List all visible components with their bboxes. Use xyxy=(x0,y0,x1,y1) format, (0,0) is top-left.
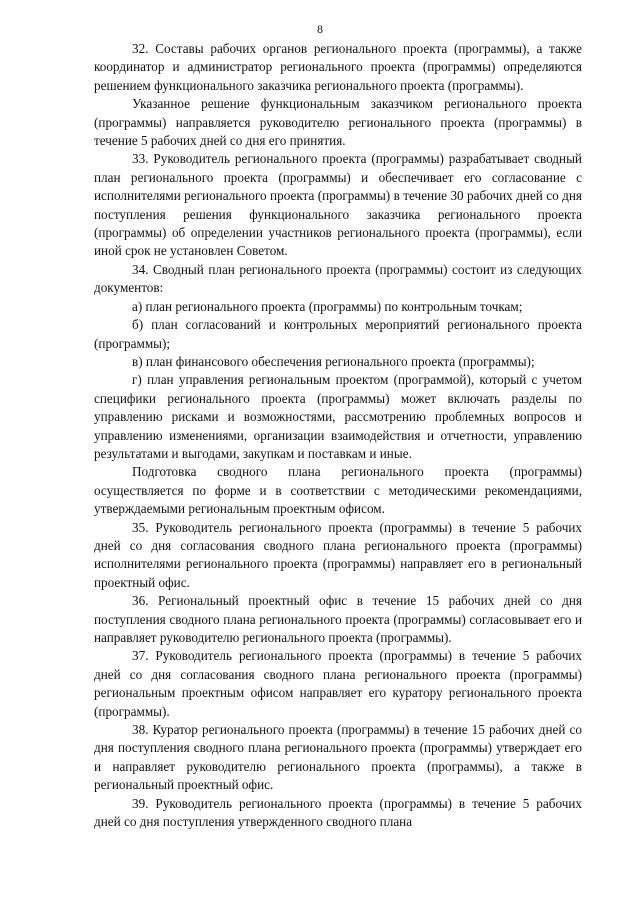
list-item-v: в) план финансового обеспечения регионального проекта (программы); xyxy=(132,353,535,369)
paragraph-37: 37. Руководитель регионального проекта (программы) в течение 5 рабочих дней со дня согласования сводного плана регионального проекта (программы) региональным проектным офисом направляет его куратору регионального проекта (программы). xyxy=(94,648,582,719)
paragraph-38: 38. Куратор регионального проекта (программы) в течение 15 рабочих дней со дня поступления сводного плана регионального проекта (программы) утверждает его и направляет руководителю регионального проекта (программы), а также в региональный проектный офис. xyxy=(94,722,582,793)
list-item-g: г) план управления региональным проектом (программой), который с учетом специфики регионального проекта (программы) может включать разделы по управлению рисками и возможностями, рассмотрению проблемных вопросов и управлению изменениями, организации взаимодействия и отчетности, управлению результатами и выгодами, закупкам и поставкам и иные. xyxy=(94,372,582,461)
document-body xyxy=(94,40,582,831)
paragraph-39: 39. Руководитель регионального проекта (программы) в течение 5 рабочих дней со дня поступления утвержденного сводного плана xyxy=(94,795,582,830)
paragraph-34-preparation: Подготовка сводного плана регионального проекта (программы) осуществляется по форме и в соответствии с методическими рекомендациями, утверждаемыми региональным проектным офисом. xyxy=(94,464,582,517)
list-item-a: а) план регионального проекта (программы) по контрольным точкам; xyxy=(132,298,523,314)
paragraph-36: 36. Региональный проектный офис в течение 15 рабочих дней со дня поступления сводного плана регионального проекта (программы) согласовывает его и направляет руководителю регионального проекта (программы). xyxy=(94,593,582,645)
paragraph-32-decision: Указанное решение функциональным заказчиком регионального проекта (программы) направляется руководителю регионального проекта (программы) в течение 5 рабочих дней со дня его принятия. xyxy=(94,96,582,149)
page-number: 8 xyxy=(317,22,323,36)
paragraph-33: 33. Руководитель регионального проекта (программы) разрабатывает сводный план регионального проекта (программы) и обеспечивает его согласование с исполнителями регионального проекта (программы) в течение 30 рабочих дней со дня поступления решения функционального заказчика регионального проекта (программы) об определении участников регионального проекта (программы), если иной срок не установлен Советом. xyxy=(94,151,582,259)
paragraph-35: 35. Руководитель регионального проекта (программы) в течение 5 рабочих дней со дня согласования сводного плана регионального проекта (программы) исполнителями регионального проекта (программы) направляет его в региональный проектный офис. xyxy=(94,519,582,590)
list-item-b: б) план согласований и контрольных мероприятий регионального проекта (программы); xyxy=(94,317,582,351)
paragraph-34: 34. Сводный план регионального проекта (программы) состоит из следующих документов: xyxy=(94,261,582,296)
paragraph-32: 32. Составы рабочих органов регионального проекта (программы), а также координатор и администратор регионального проекта (программы) определяются решением функционального заказчика регионального проекта (программы). xyxy=(94,41,582,93)
